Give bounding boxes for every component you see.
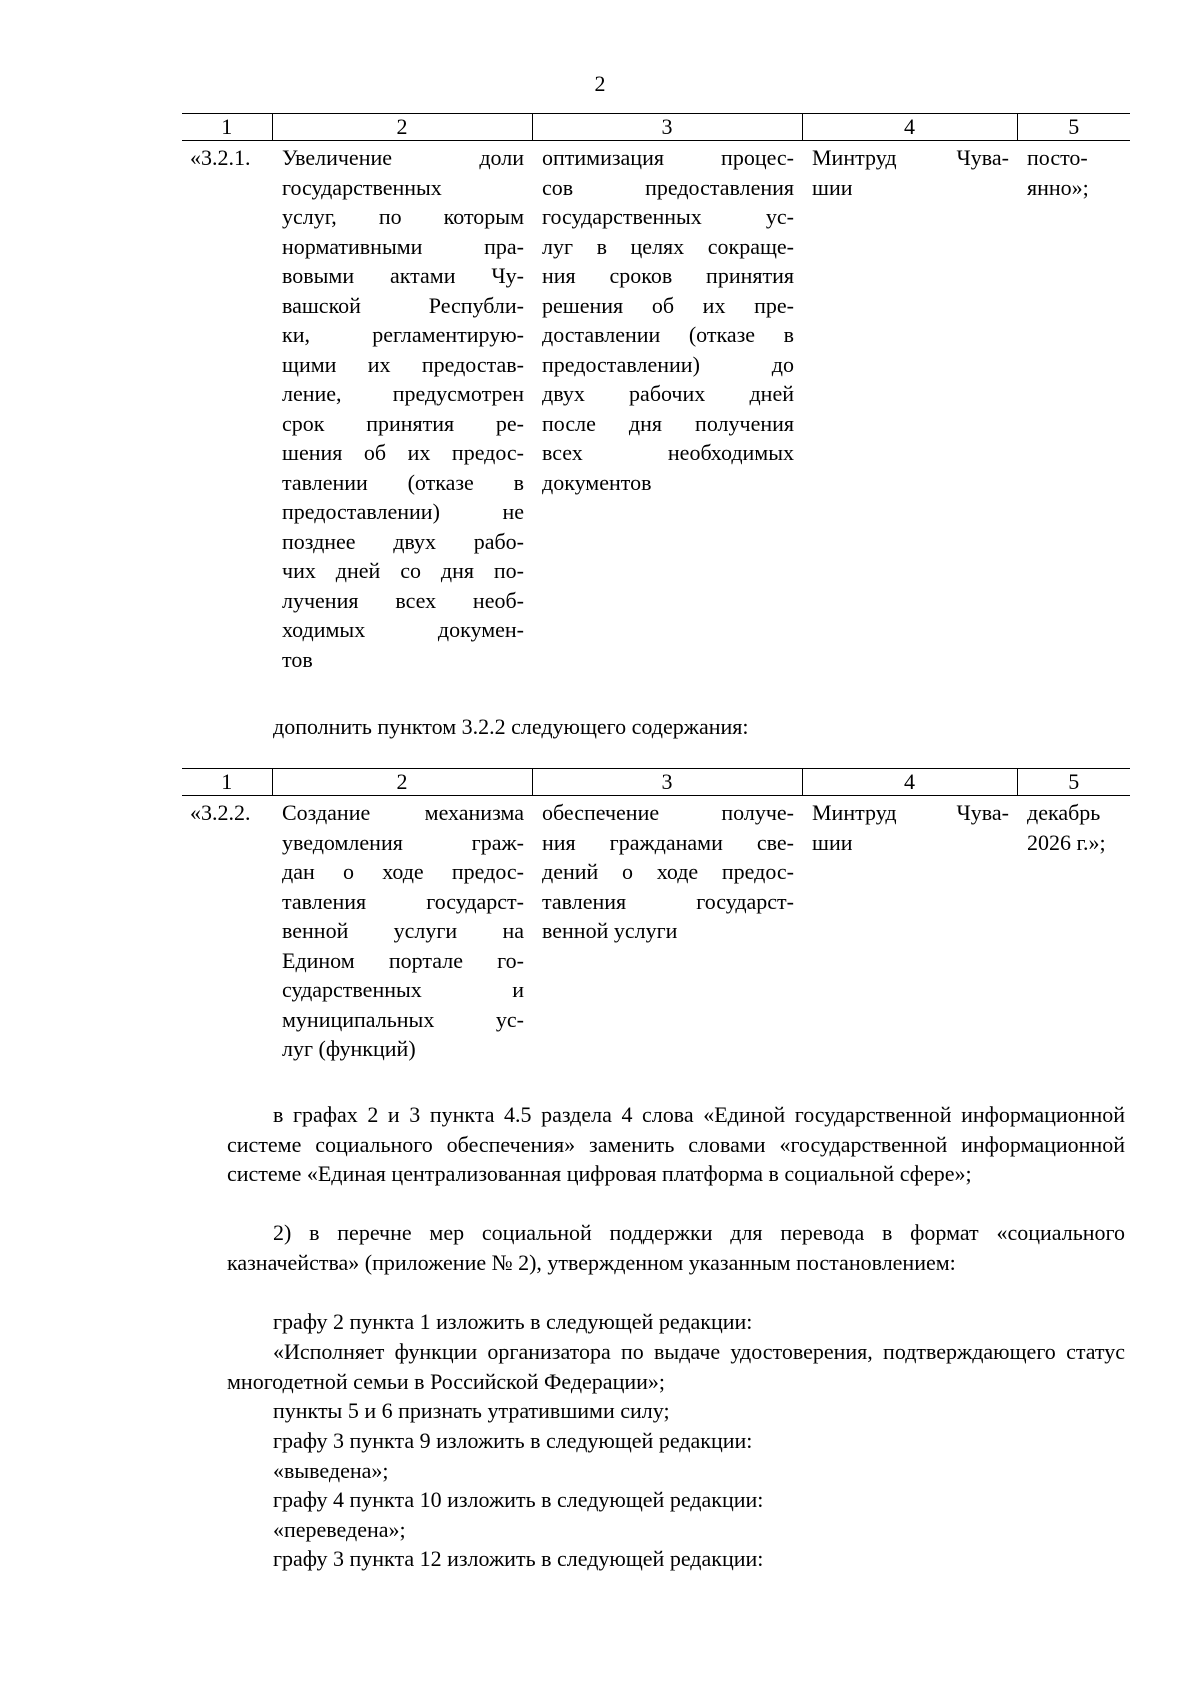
item-number: «3.2.1. [190, 145, 251, 170]
amendment-table-3-2-2 [182, 768, 1130, 1064]
paragraph-item-9: графу 3 пункта 9 изложить в следующей редакции: [273, 1428, 753, 1453]
paragraph-item-10-text: «переведена»; [273, 1517, 406, 1542]
column-header-1: 1 [182, 769, 272, 796]
column-header-5: 5 [1017, 769, 1130, 796]
amendment-table-3-2-1 [182, 113, 1130, 674]
column-header-3: 3 [532, 114, 802, 141]
paragraph-item-1-text: «Исполняет функции организатора по выдаче удостоверения, подтверждающего статус многодетной семьи в Российской Федерации»; [227, 1339, 1125, 1394]
column-header-4: 4 [802, 114, 1017, 141]
deadline-cell: посто- янно»; [1027, 145, 1089, 200]
paragraph-items-5-6: пункты 5 и 6 признать утратившими силу; [273, 1398, 670, 1423]
responsible-cell: Минтруд Чува- шии [812, 145, 1009, 200]
item-number: «3.2.2. [190, 800, 251, 825]
paragraph-item-10: графу 4 пункта 10 изложить в следующей редакции: [273, 1487, 764, 1512]
column-header-1: 1 [182, 114, 272, 141]
table-row [182, 141, 1130, 675]
table-header-row [182, 769, 1130, 796]
paragraph-item-12: графу 3 пункта 12 изложить в следующей редакции: [273, 1546, 764, 1571]
column-header-4: 4 [802, 769, 1017, 796]
measure-name-cell: Увеличение доли государственных услуг, по которым нормативными пра- вовыми актами Чу- вашской Республи- ки, регламентирую- щими их предостав- ление, предусмотрен срок принятия ре- шения об их предос- тавлении (отказе в предоставлении) не позднее двух рабо- чих дней со дня по- лучения всех необ- ходимых докумен- тов [282, 145, 524, 672]
measure-name-cell: Создание механизма уведомления граж- дан о ходе предос- тавления государст- венной услуги на Едином портале го- сударственных и муниципальных ус- луг (функций) [282, 800, 524, 1061]
paragraph-list-amendment: 2) в перечне мер социальной поддержки для перевода в формат «социального казначейства» (приложение № 2), утвержденном указанным постановлением: [227, 1220, 1125, 1275]
responsible-cell: Минтруд Чува- шии [812, 800, 1009, 855]
expected-result-cell: оптимизация процес- сов предоставления государственных ус- луг в целях сокраще- ния сроков принятия решения об их пре- доставлении (отказе в предоставлении) до двух рабочих дней после дня получения всех необходимых документов [542, 145, 794, 495]
expected-result-cell: обеспечение получе- ния гражданами све- дений о ходе предос- тавления государст- венной услуги [542, 800, 794, 943]
table-header-row [182, 114, 1130, 141]
page-number: 2 [594, 71, 606, 96]
column-header-2: 2 [272, 769, 532, 796]
table-row [182, 796, 1130, 1064]
paragraph-graph-4-5-amendment: в графах 2 и 3 пункта 4.5 раздела 4 слова «Единой государственной информационной системе социального обеспечения» заменить словами «государственной информационной системе «Единая централизованная цифровая платформа в социальной сфере»; [227, 1102, 1125, 1186]
column-header-2: 2 [272, 114, 532, 141]
paragraph-item-9-text: «выведена»; [273, 1458, 389, 1483]
paragraph-item-1: графу 2 пункта 1 изложить в следующей редакции: [273, 1309, 753, 1334]
column-header-3: 3 [532, 769, 802, 796]
deadline-cell: декабрь 2026 г.»; [1027, 800, 1106, 855]
column-header-5: 5 [1017, 114, 1130, 141]
insert-instruction: дополнить пунктом 3.2.2 следующего содержания: [273, 714, 749, 739]
